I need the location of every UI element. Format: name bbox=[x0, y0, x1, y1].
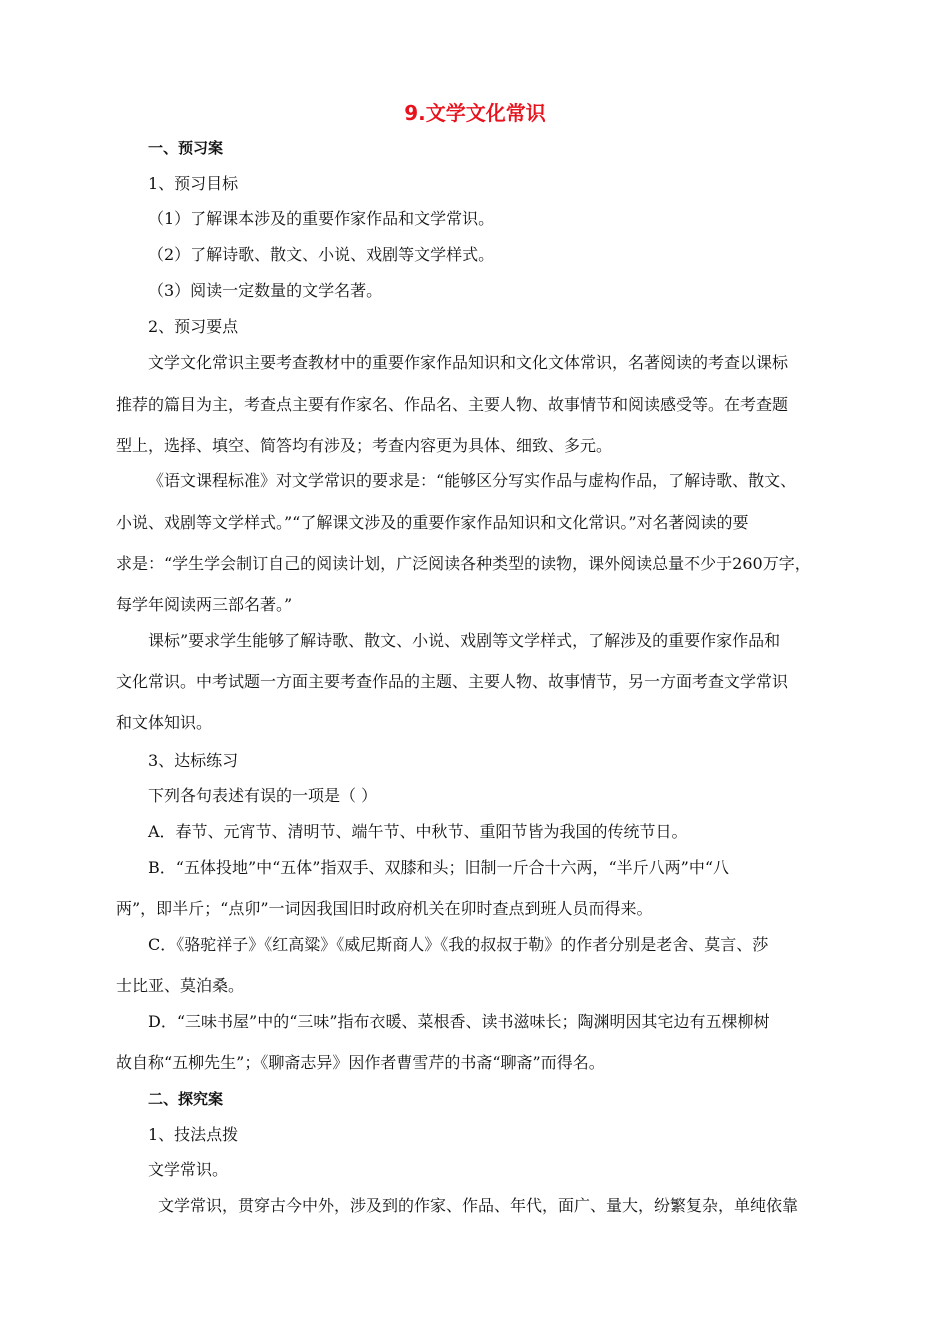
paragraph-line: 求是：“学生学会制订自己的阅读计划，广泛阅读各种类型的读物，课外阅读总量不少于260万字， bbox=[116, 554, 811, 573]
paragraph-line: 文化常识。中考试题一方面主要考查作品的主题、主要人物、故事情节，另一方面考查文学常识 bbox=[116, 672, 789, 691]
subheading-preview-points: 2、预习要点 bbox=[148, 317, 239, 336]
topic-line: 文学常识。 bbox=[148, 1160, 229, 1179]
goal-item-1: （1）了解课本涉及的重要作家作品和文学常识。 bbox=[148, 209, 495, 228]
goal-item-2: （2）了解诗歌、散文、小说、戏剧等文学样式。 bbox=[148, 245, 495, 264]
paragraph-line: 《语文课程标准》对文学常识的要求是：“能够区分写实作品与虚构作品，了解诗歌、散文、 bbox=[148, 471, 797, 490]
paragraph-line: 课标”要求学生能够了解诗歌、散文、小说、戏剧等文学样式，了解涉及的重要作家作品和 bbox=[148, 631, 781, 650]
subheading-technique: 1、技法点拨 bbox=[148, 1125, 239, 1144]
option-b-line: B．“五体投地”中“五体”指双手、双膝和头；旧制一斤合十六两，“半斤八两”中“八 bbox=[148, 858, 730, 877]
question-stem: 下列各句表述有误的一项是（ ） bbox=[148, 786, 378, 805]
paragraph-line: 推荐的篇目为主，考查点主要有作家名、作品名、主要人物、故事情节和阅读感受等。在考查题 bbox=[116, 395, 789, 414]
paragraph-line: 每学年阅读两三部名著。” bbox=[116, 595, 293, 614]
option-d-line: D．“三味书屋”中的“三味”指布衣暖、菜根香、读书滋味长；陶渊明因其宅边有五棵柳树 bbox=[148, 1012, 770, 1031]
subheading-preview-goals: 1、预习目标 bbox=[148, 174, 239, 193]
section-heading-preview: 一、预习案 bbox=[148, 139, 224, 157]
goal-item-3: （3）阅读一定数量的文学名著。 bbox=[148, 281, 383, 300]
subheading-practice: 3、达标练习 bbox=[148, 751, 239, 770]
paragraph-line: 型上，选择、填空、简答均有涉及；考查内容更为具体、细致、多元。 bbox=[116, 436, 613, 455]
paragraph-line: 文学文化常识主要考查教材中的重要作家作品知识和文化文体常识，名著阅读的考查以课标 bbox=[148, 353, 789, 372]
document-title: 9.文学文化常识 bbox=[404, 101, 546, 125]
option-a: A．春节、元宵节、清明节、端午节、中秋节、重阳节皆为我国的传统节日。 bbox=[148, 822, 688, 841]
paragraph-line: 小说、戏剧等文学样式。”“了解课文涉及的重要作家作品知识和文化常识。”对名著阅读的要 bbox=[116, 513, 749, 532]
section-heading-explore: 二、探究案 bbox=[148, 1090, 224, 1108]
option-d-line: 故自称“五柳先生”；《聊斋志异》因作者曹雪芹的书斋“聊斋”而得名。 bbox=[116, 1053, 605, 1072]
option-c-line: C．《骆驼祥子》《红高粱》《威尼斯商人》《我的叔叔于勒》的作者分别是老舍、莫言、莎 bbox=[148, 935, 769, 954]
option-c-line: 士比亚、莫泊桑。 bbox=[116, 976, 245, 995]
option-b-line: 两”，即半斤；“点卯”一词因我国旧时政府机关在卯时查点到班人员而得来。 bbox=[116, 899, 653, 918]
paragraph-line: 和文体知识。 bbox=[116, 713, 213, 732]
paragraph-line: 文学常识，贯穿古今中外，涉及到的作家、作品、年代，面广、量大，纷繁复杂，单纯依靠 bbox=[158, 1196, 799, 1215]
